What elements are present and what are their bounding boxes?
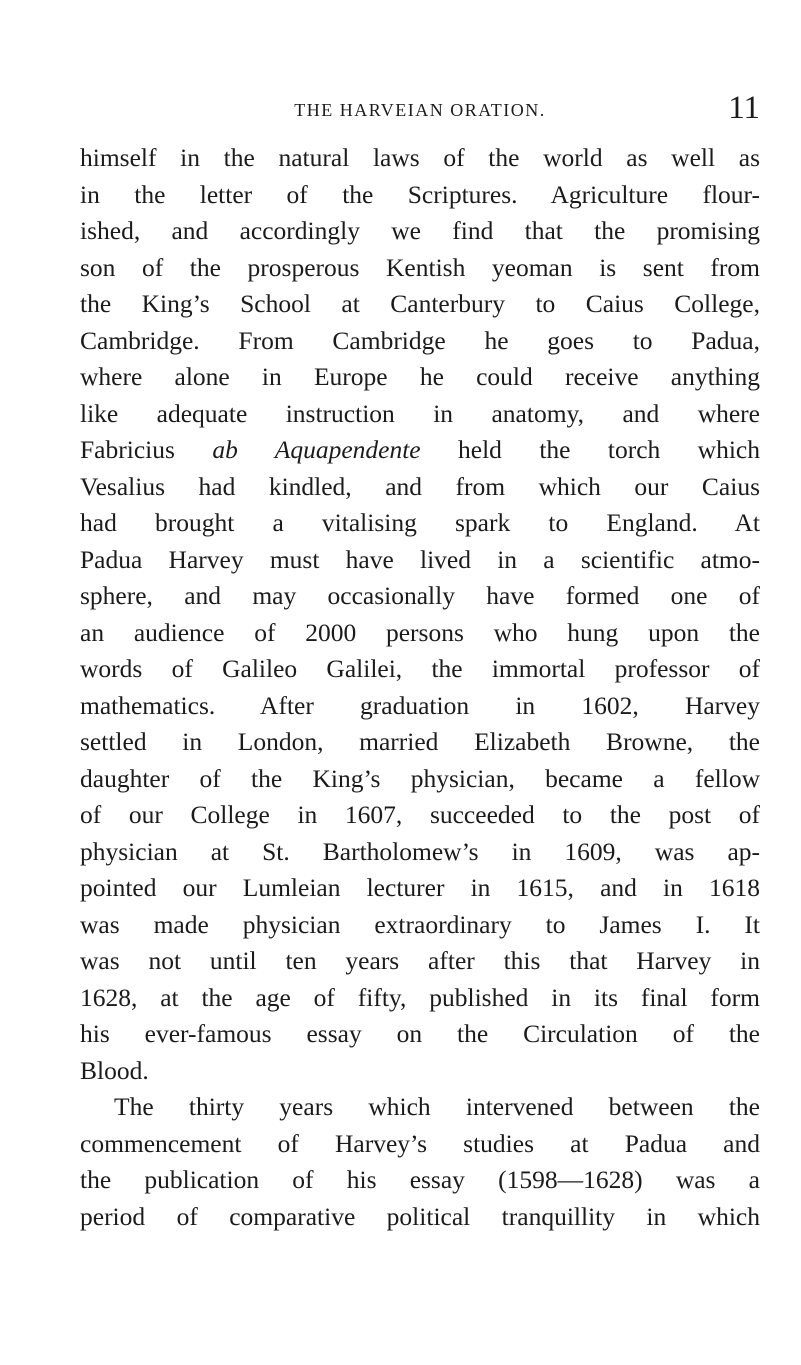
text-line: son of the prosperous Kentish yeoman is sent from <box>80 252 760 282</box>
text-line-with-italic <box>80 432 760 469</box>
text-line: his ever-famous essay on the Circulation of the <box>80 1019 760 1048</box>
page-number: 11 <box>728 90 760 126</box>
text-line: the publication of his essay (1598—1628) was a <box>80 1165 760 1194</box>
text-line: sphere, and may occasionally have formed one of <box>80 581 760 610</box>
text-line: like adequate instruction in anatomy, and where <box>80 398 760 428</box>
body-text <box>80 140 760 1235</box>
running-title: THE HARVEIAN ORATION. <box>294 100 546 120</box>
text-line: was not until ten years after this that Harvey in <box>80 946 760 975</box>
paragraph-2 <box>80 1089 760 1235</box>
text-segment: Fabricius <box>80 435 213 464</box>
text-line: Blood. <box>80 1055 149 1085</box>
text-line: ished, and accordingly we find that the promising <box>80 216 760 245</box>
text-segment: held the torch which <box>420 435 760 464</box>
paragraph-1 <box>80 140 760 1089</box>
text-line: himself in the natural laws of the world as well as <box>80 143 760 172</box>
text-line: 1628, at the age of fifty, published in its final form <box>80 982 760 1012</box>
text-line: Padua Harvey must have lived in a scientific atmo- <box>80 544 760 574</box>
text-line: where alone in Europe he could receive anything <box>80 362 760 391</box>
text-line: commencement of Harvey’s studies at Padua and <box>80 1128 760 1158</box>
italic-phrase: ab Aquapendente <box>212 435 421 464</box>
text-line: in the letter of the Scriptures. Agriculture flour- <box>80 179 760 209</box>
text-line: the King’s School at Canterbury to Caius College, <box>80 289 760 318</box>
running-head <box>80 90 760 132</box>
text-line: pointed our Lumleian lecturer in 1615, and in 1618 <box>80 873 760 902</box>
text-line: settled in London, married Elizabeth Browne, the <box>80 727 760 756</box>
text-line: period of comparative political tranquillity in which <box>80 1201 760 1231</box>
text-line: of our College in 1607, succeeded to the post of <box>80 800 760 829</box>
text-line: mathematics. After graduation in 1602, Harvey <box>80 690 760 720</box>
text-line: daughter of the King’s physician, became a fellow <box>80 763 760 793</box>
text-line: Cambridge. From Cambridge he goes to Padua, <box>80 325 760 355</box>
text-line: an audience of 2000 persons who hung upon the <box>80 617 760 647</box>
text-line: was made physician extraordinary to James I. It <box>80 909 760 939</box>
text-line: words of Galileo Galilei, the immortal professor of <box>80 654 760 683</box>
text-line: physician at St. Bartholomew’s in 1609, was ap- <box>80 836 760 866</box>
text-line: had brought a vitalising spark to England. At <box>80 508 760 537</box>
text-line: Vesalius had kindled, and from which our Caius <box>80 471 760 501</box>
text-line: The thirty years which intervened between the <box>114 1092 760 1121</box>
